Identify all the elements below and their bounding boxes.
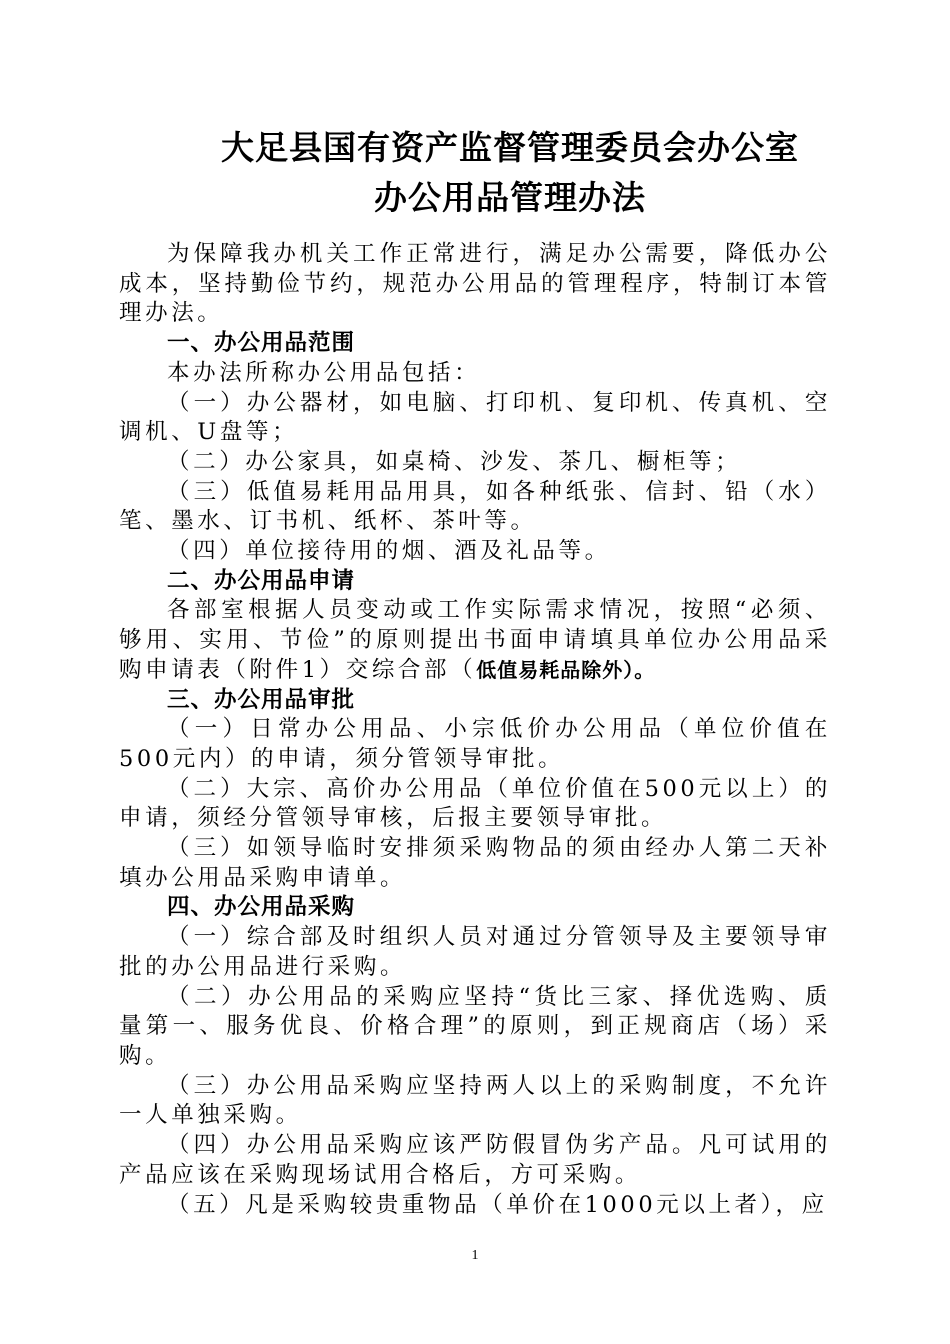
section-1-heading: 一、办公用品范围: [167, 330, 356, 357]
section-3-item: （二）大宗、高价办公用品（单位价值在500元以上）的申请，须经分管领导审核，后报主要领导审批。: [119, 775, 831, 832]
document-title-line1: 大足县国有资产监督管理委员会办公室: [221, 128, 799, 167]
page-number: 1: [471, 1248, 479, 1263]
intro-paragraph: 为保障我办机关工作正常进行，满足办公需要，降低办公成本，坚持勤俭节约，规范办公用品的管理程序，特制订本管理办法。: [119, 241, 831, 327]
document-body: [119, 240, 831, 1220]
section-4-item: （五）凡是采购较贵重物品（单价在1000元以上者），应: [167, 1191, 828, 1218]
section-1-item: （三）低值易耗用品用具，如各种纸张、信封、铅（水）笔、墨水、订书机、纸杯、茶叶等。: [119, 478, 831, 535]
section-2-heading: 二、办公用品申请: [167, 567, 356, 594]
section-3-item: （三）如领导临时安排须采购物品的须由经办人第二天补填办公用品采购申请单。: [119, 835, 831, 891]
document-title-line2: 办公用品管理办法: [374, 178, 646, 217]
section-1-paragraph: 本办法所称办公用品包括：: [167, 359, 481, 386]
section-4-item: （四）办公用品采购应该严防假冒伪劣产品。凡可试用的产品应该在采购现场试用合格后，方可采购。: [119, 1132, 831, 1188]
section-2-paragraph: [119, 596, 831, 685]
section-4-item: （一）综合部及时组织人员对通过分管领导及主要领导审批的办公用品进行采购。: [119, 924, 831, 980]
section-1-item: （一）办公器材，如电脑、打印机、复印机、传真机、空调机、U盘等；: [119, 389, 831, 446]
section-2-bold-text: 低值易耗品除外）。: [476, 657, 656, 682]
section-4-item: （三）办公用品采购应坚持两人以上的采购制度，不允许一人单独采购。: [119, 1072, 831, 1129]
section-4-item: （二）办公用品的采购应坚持“货比三家、择优选购、质量第一、服务优良、价格合理”的原则，到正规商店（场）采购。: [119, 983, 831, 1069]
section-4-heading: 四、办公用品采购: [167, 894, 356, 921]
section-1-item: （四）单位接待用的烟、酒及礼品等。: [167, 538, 611, 565]
section-3-item: （一）日常办公用品、小宗低价办公用品（单位价值在500元内）的申请，须分管领导审批。: [119, 716, 831, 772]
section-2-text: 各部室根据人员变动或工作实际需求情况，按照“必须、够用、实用、节俭”的原则提出书面申请填具单位办公用品采购申请表（附件1）交综合部（: [119, 597, 831, 683]
section-3-heading: 三、办公用品审批: [167, 686, 356, 713]
section-1-item: （二）办公家具，如桌椅、沙发、茶几、橱柜等；: [167, 448, 742, 475]
